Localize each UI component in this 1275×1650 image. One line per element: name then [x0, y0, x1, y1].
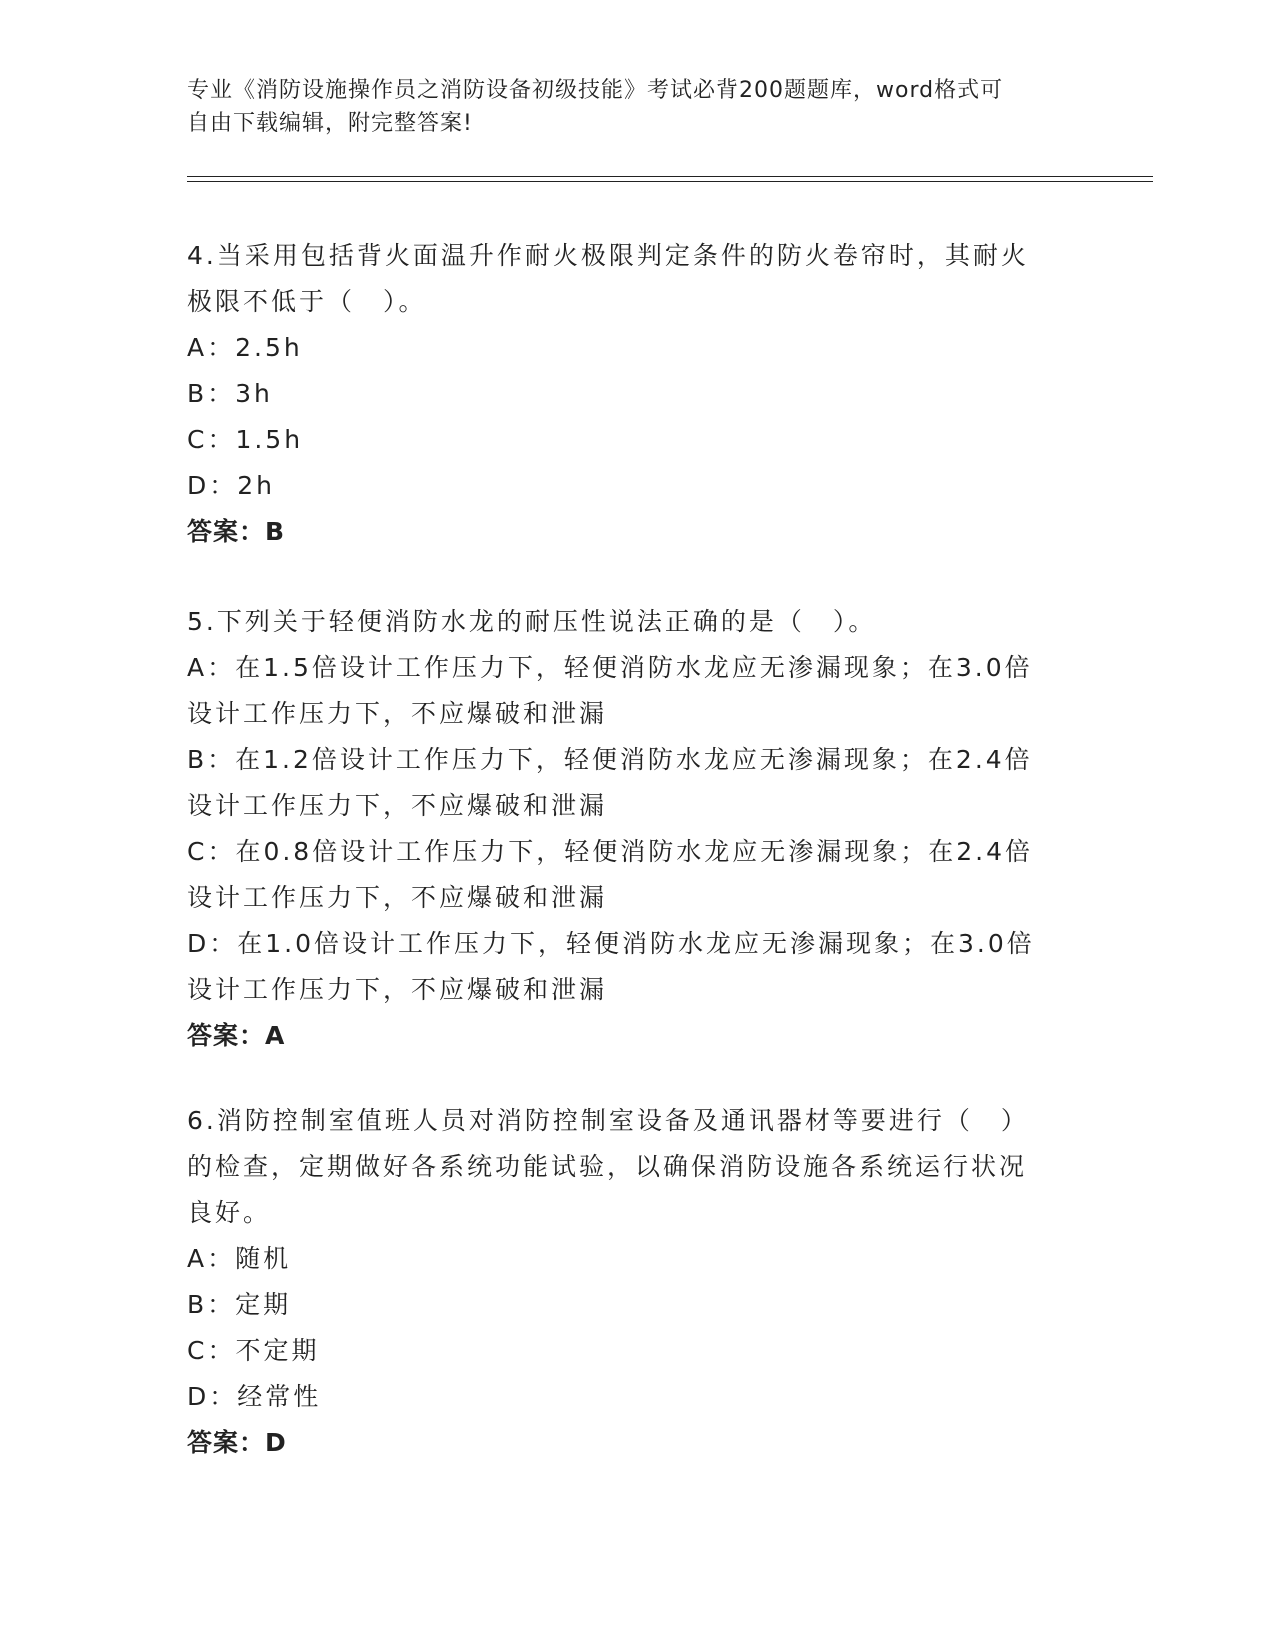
question-4 — [187, 233, 1077, 555]
option-c-continued: 设计工作压力下，不应爆破和泄漏 — [187, 883, 608, 912]
question-stem-line: 极限不低于（ ）。 — [187, 287, 427, 316]
option-a: A：2.5h — [187, 333, 303, 362]
answer-line: 答案：D — [187, 1428, 287, 1457]
option-d: D：2h — [187, 471, 276, 500]
question-stem-line: 4.当采用包括背火面温升作耐火极限判定条件的防火卷帘时，其耐火 — [187, 241, 1029, 270]
question-stem-line: 的检查，定期做好各系统功能试验，以确保消防设施各系统运行状况 — [187, 1152, 1028, 1181]
answer-line: 答案：B — [187, 517, 286, 546]
document-header — [187, 74, 1067, 140]
question-5 — [187, 599, 1077, 1059]
header-line-2: 自由下载编辑，附完整答案! — [187, 111, 473, 136]
option-a: A：在1.5倍设计工作压力下，轻便消防水龙应无渗漏现象；在3.0倍 — [187, 653, 1033, 682]
option-b: B：在1.2倍设计工作压力下，轻便消防水龙应无渗漏现象；在2.4倍 — [187, 745, 1033, 774]
option-d-continued: 设计工作压力下，不应爆破和泄漏 — [187, 975, 608, 1004]
question-stem-line: 良好。 — [187, 1198, 272, 1227]
header-divider-top — [187, 176, 1153, 177]
option-c: C：1.5h — [187, 425, 304, 454]
header-line-1: 专业《消防设施操作员之消防设备初级技能》考试必背200题题库，word格式可 — [187, 78, 1004, 103]
question-stem-line: 6.消防控制室值班人员对消防控制室设备及通讯器材等要进行（ ） — [187, 1106, 1029, 1135]
option-c: C：在0.8倍设计工作压力下，轻便消防水龙应无渗漏现象；在2.4倍 — [187, 837, 1033, 866]
option-a: A：随机 — [187, 1244, 292, 1273]
question-stem-line: 5.下列关于轻便消防水龙的耐压性说法正确的是（ ）。 — [187, 607, 877, 636]
option-d: D：经常性 — [187, 1382, 322, 1411]
option-c: C：不定期 — [187, 1336, 320, 1365]
question-6 — [187, 1098, 1077, 1466]
option-b: B：定期 — [187, 1290, 292, 1319]
option-b: B：3h — [187, 379, 273, 408]
header-divider-bottom — [187, 181, 1153, 182]
option-b-continued: 设计工作压力下，不应爆破和泄漏 — [187, 791, 608, 820]
option-d: D：在1.0倍设计工作压力下，轻便消防水龙应无渗漏现象；在3.0倍 — [187, 929, 1035, 958]
option-a-continued: 设计工作压力下，不应爆破和泄漏 — [187, 699, 608, 728]
answer-line: 答案：A — [187, 1021, 286, 1050]
